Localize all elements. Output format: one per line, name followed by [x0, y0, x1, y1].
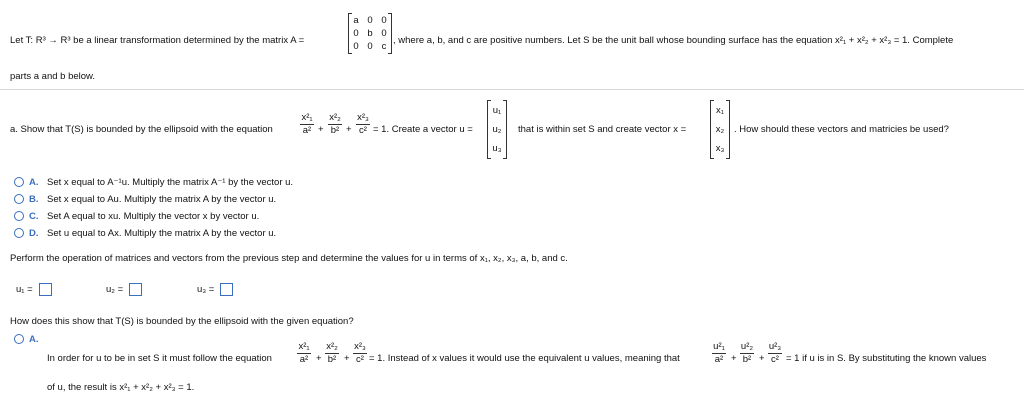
radio-button[interactable]	[14, 228, 24, 238]
u1-label: u₁ =	[16, 284, 33, 295]
part-b-line2: of u, the result is x²₁ + x²₂ + x²₃ = 1.	[47, 382, 195, 393]
fraction-u1: $\frac{\text{u²₁}}{\text{a²}}$	[713, 341, 725, 365]
part-b-eq2: = 1. Instead of x values it would use the equivalent u values, meaning that	[369, 353, 680, 364]
vector-u-entry: u₃	[492, 143, 502, 154]
matrix-cell: 0	[353, 28, 359, 39]
option-letter: B.	[29, 194, 39, 205]
part-a-mid: that is within set S and create vector x =	[518, 124, 687, 135]
fraction-x1: $\frac{\text{x²₁}}{\text{a²}}$	[298, 341, 310, 365]
option-letter: A.	[29, 334, 39, 345]
matrix-cell: 0	[367, 15, 373, 26]
plus-sign: +	[759, 353, 765, 364]
option-letter: A.	[29, 177, 39, 188]
vector-u	[487, 101, 507, 158]
intro-suffix: , where a, b, and c are positive numbers. Let S be the unit ball whose bounding surface has the equation x²₁ + x²₂ + x²₃ = 1. Complete	[393, 35, 954, 46]
matrix-cell: 0	[381, 15, 387, 26]
plus-sign: +	[316, 353, 322, 364]
plus-sign: +	[344, 353, 350, 364]
option-text: Set u equal to Ax. Multiply the matrix A by the vector u.	[47, 228, 277, 239]
radio-button[interactable]	[14, 177, 24, 187]
part-a-eq1: = 1. Create a vector u =	[373, 124, 473, 135]
matrix-cell: b	[367, 28, 373, 39]
part-b-question: How does this show that T(S) is bounded by the ellipsoid with the given equation?	[10, 316, 354, 327]
matrix-cell: 0	[367, 41, 373, 52]
part-a-tail: . How should these vectors and matricies be used?	[734, 124, 949, 135]
fraction-u3: $\frac{\text{u²₃}}{\text{c²}}$	[768, 341, 782, 365]
u2-label: u₂ =	[106, 284, 124, 295]
fraction-x1: $\frac{\text{x²₁}}{\text{a²}}$	[301, 112, 313, 136]
vector-x-entry: x₃	[715, 143, 725, 154]
option-text: Set x equal to A⁻¹u. Multiply the matrix A⁻¹ by the vector u.	[47, 177, 294, 188]
part-b-text1: In order for u to be in set S it must follow the equation	[47, 353, 272, 364]
matrix-cell: 0	[381, 28, 387, 39]
matrix-a	[348, 14, 392, 53]
option-text: Set x equal to Au. Multiply the matrix A by the vector u.	[47, 194, 277, 205]
matrix-cell: a	[353, 15, 359, 26]
u3-label: u₃ =	[197, 284, 215, 295]
option-letter: D.	[29, 228, 39, 239]
part-a-lead: a. Show that T(S) is bounded by the ellipsoid with the equation	[10, 124, 273, 135]
fraction-u2: $\frac{\text{u²₂}}{\text{b²}}$	[740, 341, 754, 365]
fraction-x2: $\frac{\text{x²₂}}{\text{b²}}$	[326, 341, 338, 365]
plus-sign: +	[346, 124, 352, 135]
plus-sign: +	[318, 124, 324, 135]
radio-button[interactable]	[14, 211, 24, 221]
fraction-x3: $\frac{\text{x²₃}}{\text{c²}}$	[354, 341, 366, 365]
vector-x	[710, 101, 730, 158]
perform-instructions: Perform the operation of matrices and vectors from the previous step and determine the values for u in terms of x₁, x₂, x₃, a, b, and c.	[10, 253, 568, 264]
vector-u-entry: u₁	[492, 105, 502, 116]
part-b-eq3: = 1 if u is in S. By substituting the known values	[786, 353, 987, 364]
option-text: Set A equal to xu. Multiply the vector x by vector u.	[47, 211, 260, 222]
option-letter: C.	[29, 211, 39, 222]
vector-x-entry: x₁	[716, 105, 724, 116]
radio-button[interactable]	[14, 194, 24, 204]
divider	[0, 89, 1024, 90]
plus-sign: +	[731, 353, 737, 364]
intro-text: Let T: R³ → R³ be a linear transformation determined by the matrix A =	[10, 35, 305, 46]
intro-line2: parts a and b below.	[10, 71, 96, 82]
vector-u-entry: u₂	[492, 124, 502, 135]
matrix-cell: 0	[353, 41, 359, 52]
radio-button[interactable]	[14, 334, 24, 344]
vector-x-entry: x₂	[715, 124, 725, 135]
u2-input[interactable]	[129, 283, 142, 296]
matrix-cell: c	[381, 41, 387, 52]
fraction-x3: $\frac{\text{x²₃}}{\text{c²}}$	[357, 112, 369, 136]
fraction-x2: $\frac{\text{x²₂}}{\text{b²}}$	[329, 112, 341, 136]
u1-input[interactable]	[39, 283, 52, 296]
u3-input[interactable]	[220, 283, 233, 296]
